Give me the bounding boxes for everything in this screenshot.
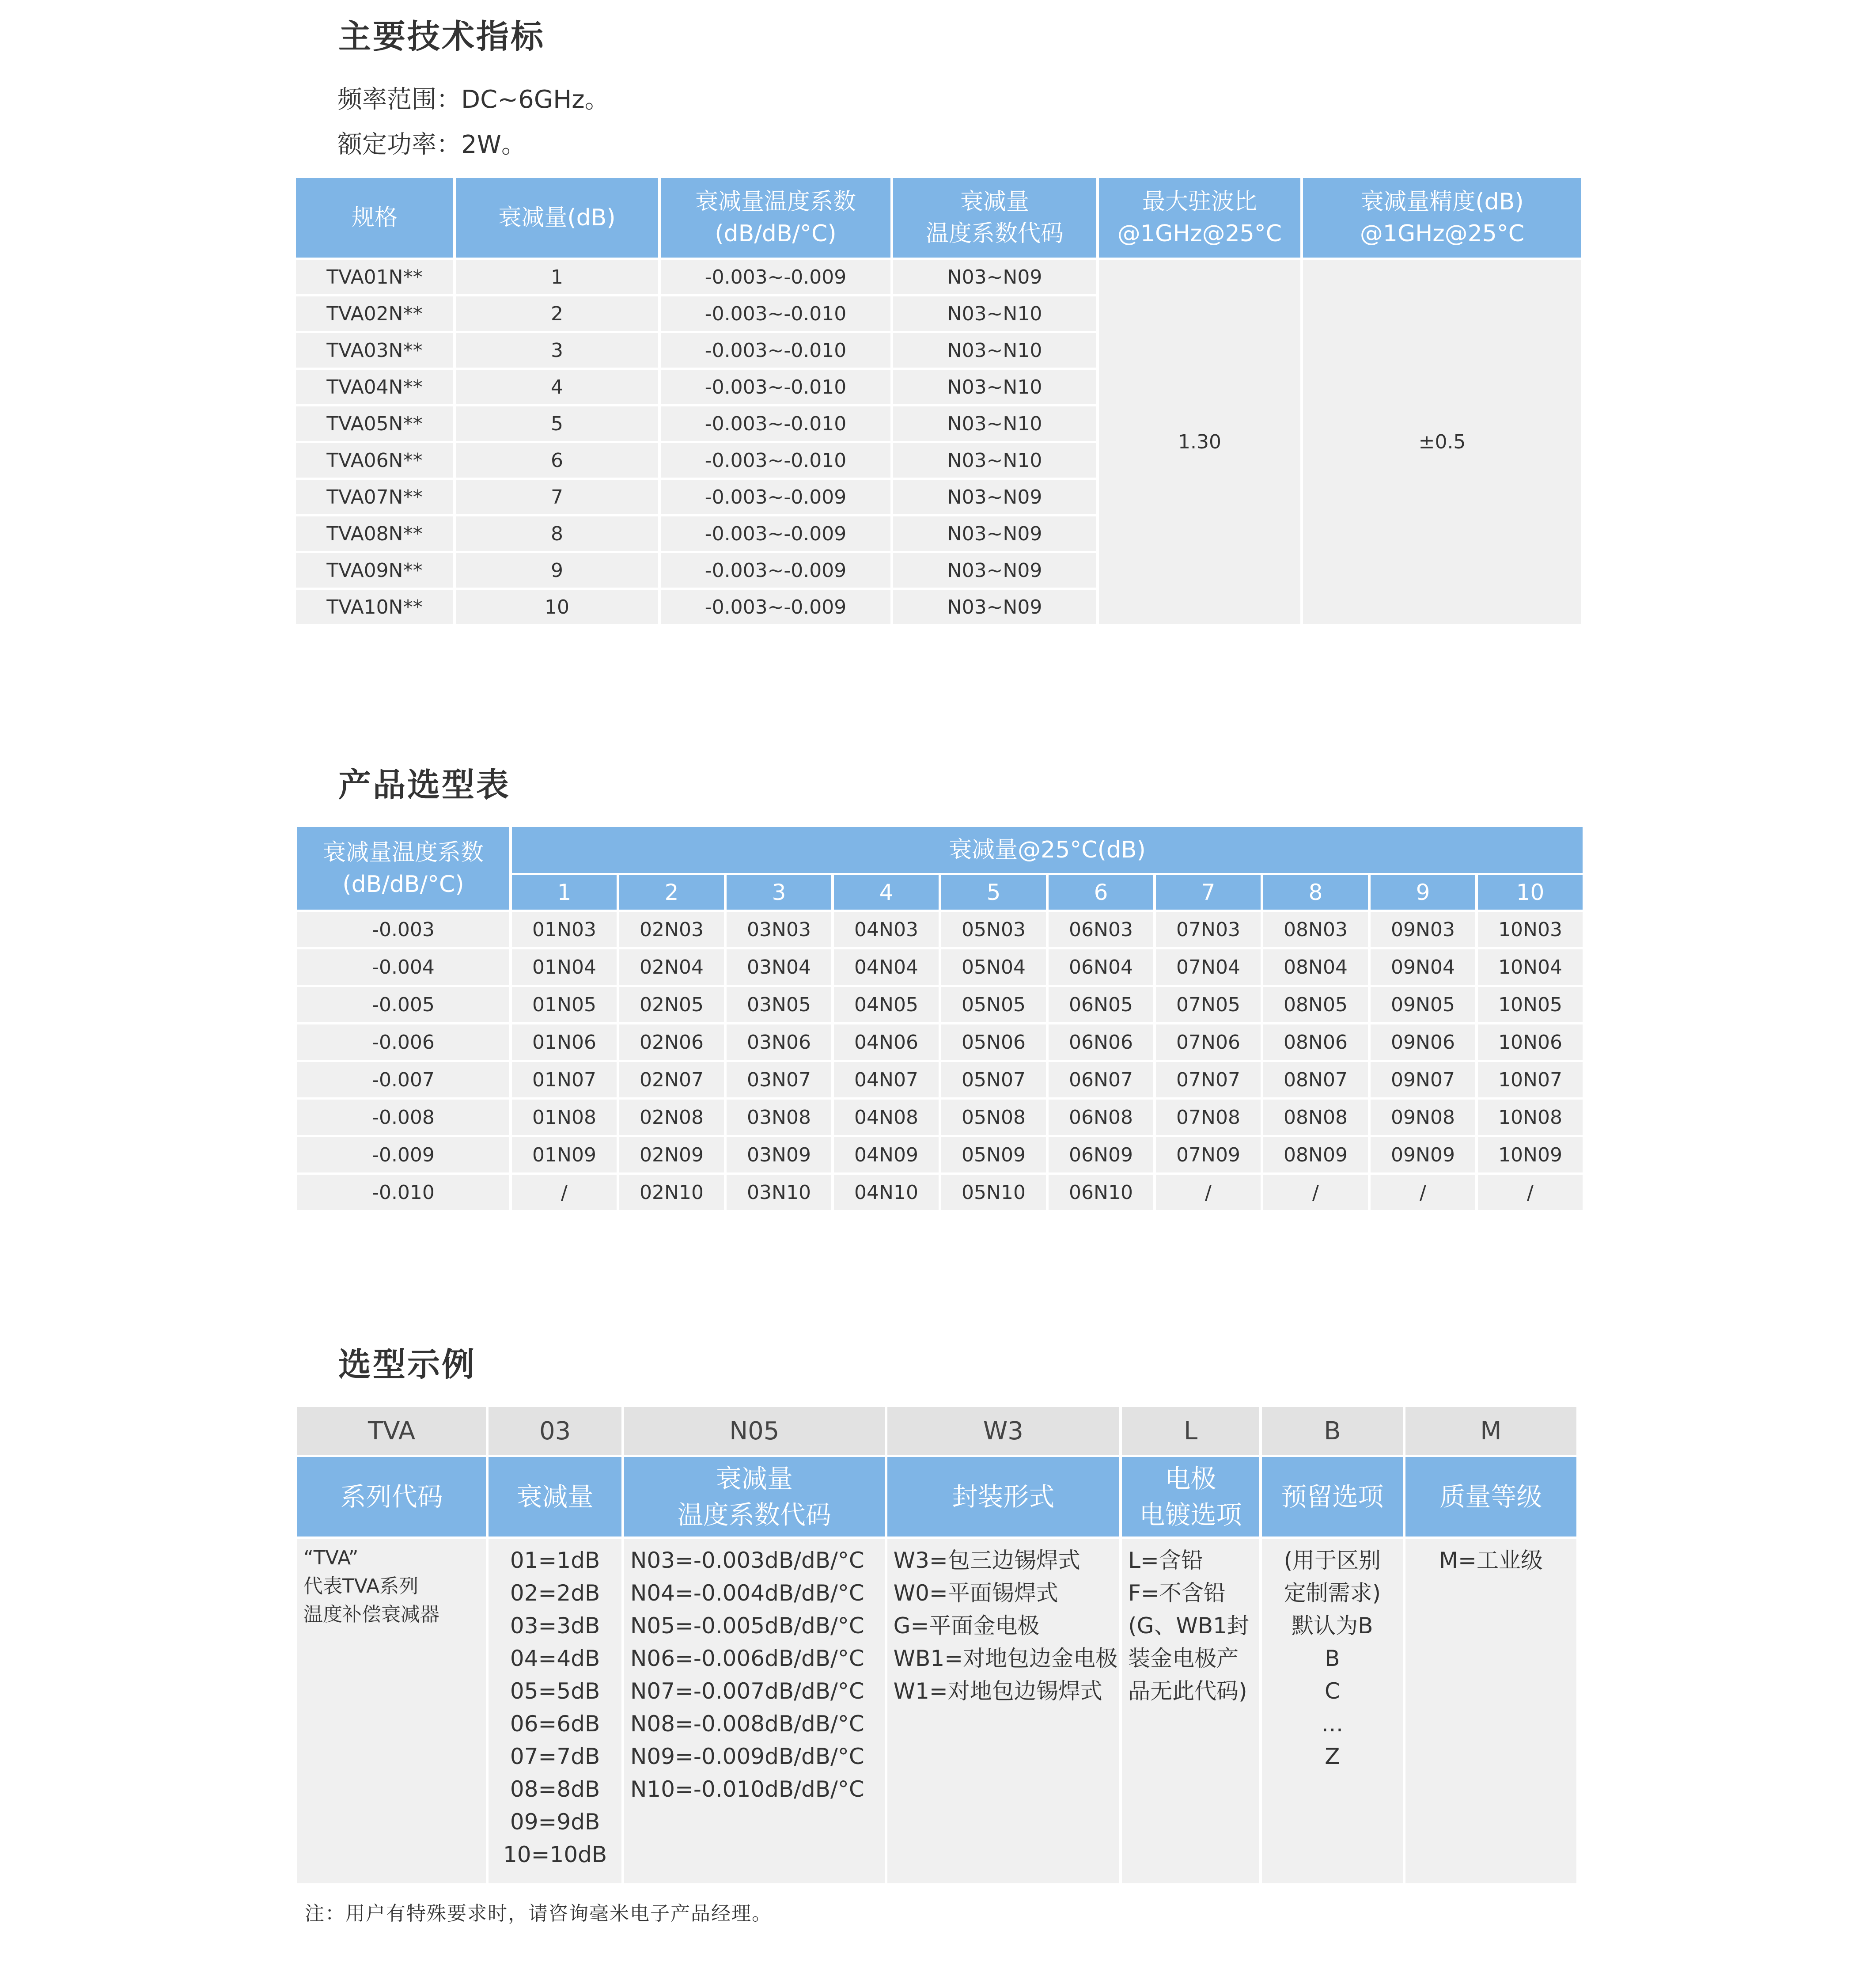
- code-cell: 01N08: [512, 1100, 617, 1135]
- code-cell: 04N04: [834, 949, 939, 985]
- spec-header-1: 衰减量(dB): [456, 178, 658, 258]
- code-cell: 10N06: [1478, 1024, 1583, 1060]
- spec-table: [293, 176, 1584, 626]
- code-cell: 08N03: [1263, 912, 1368, 947]
- detail-line: W1=对地包边锡焊式: [893, 1678, 1102, 1704]
- detail-line: …: [1321, 1711, 1344, 1737]
- selection-table: [295, 825, 1585, 1212]
- spec-header-4: 最大驻波比 @1GHz@25°C: [1099, 178, 1300, 258]
- code-cell: 08N06: [1263, 1024, 1368, 1060]
- coef-cell: -0.005: [297, 987, 509, 1022]
- code-cell: 09N05: [1371, 987, 1475, 1022]
- code-cell: 04N08: [834, 1100, 939, 1135]
- detail-line: G=平面金电极: [893, 1613, 1040, 1639]
- code-cell: 08N08: [1263, 1100, 1368, 1135]
- example-detail-cell: [624, 1539, 885, 1883]
- detail-line: N05=-0.005dB/dB/°C: [630, 1613, 864, 1639]
- example-code-cell: W3: [887, 1407, 1119, 1455]
- code-cell: 05N09: [941, 1137, 1046, 1172]
- code-cell: /: [1156, 1175, 1261, 1210]
- detail-line: (用于区别: [1284, 1548, 1381, 1573]
- table-row: [297, 987, 1583, 1022]
- spec-cell: -0.003~-0.010: [661, 406, 890, 441]
- code-cell: 03N04: [727, 949, 831, 985]
- spec-cell: -0.003~-0.009: [661, 590, 890, 624]
- example-table: [295, 1405, 1579, 1886]
- example-title: 选型示例: [338, 1346, 476, 1384]
- code-cell: 01N05: [512, 987, 617, 1022]
- code-cell: 01N04: [512, 949, 617, 985]
- code-cell: 02N05: [619, 987, 724, 1022]
- code-cell: 05N04: [941, 949, 1046, 985]
- code-cell: 05N10: [941, 1175, 1046, 1210]
- code-cell: 04N06: [834, 1024, 939, 1060]
- code-cell: 08N05: [1263, 987, 1368, 1022]
- detail-line: 默认为B: [1292, 1613, 1373, 1639]
- spec-cell: N03~N10: [893, 333, 1096, 368]
- code-cell: 02N03: [619, 912, 724, 947]
- example-header: 衰减量: [489, 1457, 621, 1537]
- code-cell: 04N10: [834, 1175, 939, 1210]
- coef-cell: -0.003: [297, 912, 509, 947]
- table-row: [297, 1137, 1583, 1172]
- code-cell: 03N10: [727, 1175, 831, 1210]
- spec-cell: TVA10N**: [296, 590, 453, 624]
- detail-line: N10=-0.010dB/dB/°C: [630, 1776, 864, 1802]
- coef-cell: -0.004: [297, 949, 509, 985]
- example-detail-cell: [1122, 1539, 1259, 1883]
- detail-line: 定制需求): [1284, 1580, 1381, 1606]
- coef-cell: -0.007: [297, 1062, 509, 1097]
- detail-line: 03=3dB: [510, 1613, 600, 1639]
- code-cell: 04N07: [834, 1062, 939, 1097]
- example-header: 质量等级: [1405, 1457, 1576, 1537]
- spec-cell: -0.003~-0.010: [661, 443, 890, 478]
- detail-line: 01=1dB: [510, 1548, 600, 1573]
- detail-line: Z: [1325, 1744, 1340, 1769]
- code-cell: 02N07: [619, 1062, 724, 1097]
- coef-cell: -0.010: [297, 1175, 509, 1210]
- code-cell: 10N09: [1478, 1137, 1583, 1172]
- spec-cell: N03~N09: [893, 480, 1096, 514]
- detail-line: 09=9dB: [510, 1809, 600, 1835]
- detail-line: 04=4dB: [510, 1646, 600, 1671]
- code-cell: 06N04: [1049, 949, 1153, 985]
- detail-line: C: [1324, 1678, 1340, 1704]
- detail-line: 02=2dB: [510, 1580, 600, 1606]
- detail-line: N08=-0.008dB/dB/°C: [630, 1711, 864, 1737]
- code-cell: 06N05: [1049, 987, 1153, 1022]
- spec-header-0: 规格: [296, 178, 453, 258]
- detail-line: W0=平面锡焊式: [893, 1580, 1058, 1606]
- code-cell: 10N07: [1478, 1062, 1583, 1097]
- code-cell: 07N09: [1156, 1137, 1261, 1172]
- code-cell: 04N05: [834, 987, 939, 1022]
- attenuation-col-header: 10: [1478, 875, 1583, 910]
- spec-cell: TVA05N**: [296, 406, 453, 441]
- spec-cell: 10: [456, 590, 658, 624]
- detail-line: L=含铅: [1128, 1548, 1203, 1573]
- spec-cell: N03~N10: [893, 370, 1096, 404]
- spec-cell: -0.003~-0.009: [661, 260, 890, 294]
- spec-cell: 2: [456, 296, 658, 331]
- code-cell: 07N04: [1156, 949, 1261, 985]
- code-cell: 03N03: [727, 912, 831, 947]
- rated-power: 额定功率：2W。: [337, 130, 526, 159]
- code-cell: 10N05: [1478, 987, 1583, 1022]
- example-detail-cell: [297, 1539, 486, 1883]
- detail-line: F=不含铅: [1128, 1580, 1226, 1606]
- detail-line: N03=-0.003dB/dB/°C: [630, 1548, 864, 1573]
- code-cell: 09N09: [1371, 1137, 1475, 1172]
- spec-cell: N03~N09: [893, 260, 1096, 294]
- detail-line: 品无此代码): [1128, 1678, 1247, 1704]
- example-header: 电极 电镀选项: [1122, 1457, 1259, 1537]
- code-cell: 07N03: [1156, 912, 1261, 947]
- spec-cell: N03~N09: [893, 553, 1096, 588]
- detail-line: N07=-0.007dB/dB/°C: [630, 1678, 864, 1704]
- code-cell: 06N07: [1049, 1062, 1153, 1097]
- accuracy-value: ±0.5: [1303, 260, 1581, 624]
- code-cell: 05N03: [941, 912, 1046, 947]
- code-cell: 06N08: [1049, 1100, 1153, 1135]
- example-code-cell: M: [1405, 1407, 1576, 1455]
- spec-cell: N03~N10: [893, 406, 1096, 441]
- table-row: [297, 1062, 1583, 1097]
- example-header: 衰减量 温度系数代码: [624, 1457, 885, 1537]
- code-cell: 02N08: [619, 1100, 724, 1135]
- spec-header-3: 衰减量 温度系数代码: [893, 178, 1096, 258]
- coef-cell: -0.008: [297, 1100, 509, 1135]
- selection-title: 产品选型表: [338, 766, 511, 804]
- code-cell: 04N09: [834, 1137, 939, 1172]
- attenuation-col-header: 1: [512, 875, 617, 910]
- code-cell: 01N07: [512, 1062, 617, 1097]
- vswr-value: 1.30: [1099, 260, 1300, 624]
- code-cell: 03N09: [727, 1137, 831, 1172]
- spec-cell: N03~N09: [893, 590, 1096, 624]
- code-cell: 05N06: [941, 1024, 1046, 1060]
- spec-cell: TVA09N**: [296, 553, 453, 588]
- attenuation-col-header: 6: [1049, 875, 1153, 910]
- attenuation-col-header: 2: [619, 875, 724, 910]
- coef-cell: -0.006: [297, 1024, 509, 1060]
- code-cell: 03N06: [727, 1024, 831, 1060]
- attenuation-group-header: 衰减量@25°C(dB): [512, 827, 1583, 873]
- spec-cell: TVA01N**: [296, 260, 453, 294]
- spec-header-5: 衰减量精度(dB) @1GHz@25°C: [1303, 178, 1581, 258]
- attenuation-col-header: 3: [727, 875, 831, 910]
- code-cell: 02N06: [619, 1024, 724, 1060]
- example-header: 封装形式: [887, 1457, 1119, 1537]
- code-cell: 02N04: [619, 949, 724, 985]
- spec-cell: -0.003~-0.010: [661, 296, 890, 331]
- example-code-cell: TVA: [297, 1407, 486, 1455]
- detail-line: 代表TVA系列: [303, 1575, 419, 1597]
- detail-line: N09=-0.009dB/dB/°C: [630, 1744, 864, 1769]
- detail-line: 05=5dB: [510, 1678, 600, 1704]
- code-cell: 06N06: [1049, 1024, 1153, 1060]
- table-row: [297, 912, 1583, 947]
- code-cell: 10N08: [1478, 1100, 1583, 1135]
- attenuation-col-header: 9: [1371, 875, 1475, 910]
- spec-header-2: 衰减量温度系数 (dB/dB/°C): [661, 178, 890, 258]
- spec-cell: 1: [456, 260, 658, 294]
- table-row: [297, 1100, 1583, 1135]
- example-detail-cell: [887, 1539, 1119, 1883]
- example-code-cell: 03: [489, 1407, 621, 1455]
- detail-line: 温度补偿衰减器: [303, 1603, 439, 1626]
- spec-cell: 6: [456, 443, 658, 478]
- attenuation-col-header: 4: [834, 875, 939, 910]
- code-cell: 08N07: [1263, 1062, 1368, 1097]
- code-cell: 09N04: [1371, 949, 1475, 985]
- code-cell: 03N07: [727, 1062, 831, 1097]
- detail-line: W3=包三边锡焊式: [893, 1548, 1080, 1573]
- detail-line: 装金电极产: [1128, 1646, 1239, 1671]
- detail-line: (G、WB1封: [1128, 1613, 1249, 1639]
- spec-cell: -0.003~-0.010: [661, 370, 890, 404]
- detail-line: 07=7dB: [510, 1744, 600, 1769]
- detail-line: “TVA”: [303, 1547, 359, 1569]
- spec-cell: N03~N10: [893, 296, 1096, 331]
- example-detail-cell: [1405, 1539, 1576, 1883]
- code-cell: 01N09: [512, 1137, 617, 1172]
- footnote: 注：用户有特殊要求时，请咨询毫米电子产品经理。: [305, 1902, 772, 1925]
- code-cell: 07N06: [1156, 1024, 1261, 1060]
- code-cell: 02N10: [619, 1175, 724, 1210]
- spec-cell: -0.003~-0.009: [661, 480, 890, 514]
- detail-line: 06=6dB: [510, 1711, 600, 1737]
- detail-line: B: [1325, 1646, 1340, 1671]
- code-cell: 10N04: [1478, 949, 1583, 985]
- code-cell: /: [512, 1175, 617, 1210]
- spec-cell: 7: [456, 480, 658, 514]
- code-cell: /: [1263, 1175, 1368, 1210]
- attenuation-col-header: 5: [941, 875, 1046, 910]
- detail-line: WB1=对地包边金电极: [893, 1646, 1118, 1671]
- detail-line: N04=-0.004dB/dB/°C: [630, 1580, 864, 1606]
- table-row: [297, 1024, 1583, 1060]
- spec-cell: 4: [456, 370, 658, 404]
- detail-line: 10=10dB: [503, 1842, 607, 1867]
- attenuation-col-header: 7: [1156, 875, 1261, 910]
- code-cell: 02N09: [619, 1137, 724, 1172]
- spec-cell: N03~N09: [893, 516, 1096, 551]
- spec-cell: 8: [456, 516, 658, 551]
- spec-cell: 9: [456, 553, 658, 588]
- coef-cell: -0.009: [297, 1137, 509, 1172]
- code-cell: 06N10: [1049, 1175, 1153, 1210]
- code-cell: 06N03: [1049, 912, 1153, 947]
- code-cell: /: [1371, 1175, 1475, 1210]
- code-cell: 07N07: [1156, 1062, 1261, 1097]
- spec-cell: -0.003~-0.010: [661, 333, 890, 368]
- code-cell: 09N08: [1371, 1100, 1475, 1135]
- code-cell: 10N03: [1478, 912, 1583, 947]
- detail-line: 08=8dB: [510, 1776, 600, 1802]
- code-cell: 08N09: [1263, 1137, 1368, 1172]
- example-header: 系列代码: [297, 1457, 486, 1537]
- example-detail-cell: [1262, 1539, 1403, 1883]
- spec-cell: -0.003~-0.009: [661, 553, 890, 588]
- spec-cell: TVA03N**: [296, 333, 453, 368]
- spec-cell: N03~N10: [893, 443, 1096, 478]
- spec-cell: TVA02N**: [296, 296, 453, 331]
- spec-cell: TVA08N**: [296, 516, 453, 551]
- spec-cell: TVA04N**: [296, 370, 453, 404]
- code-cell: 03N08: [727, 1100, 831, 1135]
- code-cell: /: [1478, 1175, 1583, 1210]
- code-cell: 03N05: [727, 987, 831, 1022]
- code-cell: 05N08: [941, 1100, 1046, 1135]
- code-cell: 08N04: [1263, 949, 1368, 985]
- detail-line: M=工业级: [1439, 1548, 1543, 1573]
- spec-cell: 3: [456, 333, 658, 368]
- spec-cell: -0.003~-0.009: [661, 516, 890, 551]
- code-cell: 07N05: [1156, 987, 1261, 1022]
- spec-cell: TVA07N**: [296, 480, 453, 514]
- frequency-range: 频率范围：DC~6GHz。: [337, 85, 610, 114]
- example-header: 预留选项: [1262, 1457, 1403, 1537]
- spec-cell: 5: [456, 406, 658, 441]
- table-row: [296, 260, 1581, 294]
- code-cell: 01N06: [512, 1024, 617, 1060]
- code-cell: 07N08: [1156, 1100, 1261, 1135]
- table-row: [297, 1175, 1583, 1210]
- table-row: [297, 949, 1583, 985]
- example-code-cell: L: [1122, 1407, 1259, 1455]
- code-cell: 01N03: [512, 912, 617, 947]
- example-detail-cell: [489, 1539, 621, 1883]
- code-cell: 09N06: [1371, 1024, 1475, 1060]
- coef-header: 衰减量温度系数 (dB/dB/°C): [297, 827, 509, 910]
- example-code-cell: B: [1262, 1407, 1403, 1455]
- detail-line: N06=-0.006dB/dB/°C: [630, 1646, 864, 1671]
- code-cell: 06N09: [1049, 1137, 1153, 1172]
- code-cell: 05N05: [941, 987, 1046, 1022]
- attenuation-col-header: 8: [1263, 875, 1368, 910]
- specs-title: 主要技术指标: [338, 18, 545, 56]
- code-cell: 04N03: [834, 912, 939, 947]
- code-cell: 09N03: [1371, 912, 1475, 947]
- example-code-cell: N05: [624, 1407, 885, 1455]
- code-cell: 09N07: [1371, 1062, 1475, 1097]
- spec-cell: TVA06N**: [296, 443, 453, 478]
- code-cell: 05N07: [941, 1062, 1046, 1097]
